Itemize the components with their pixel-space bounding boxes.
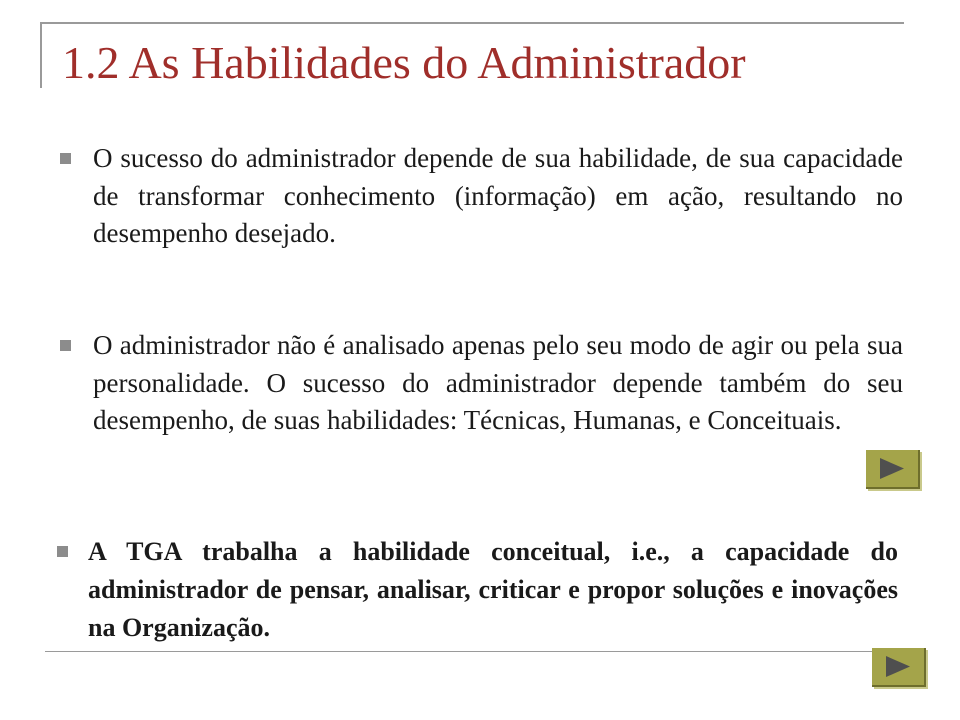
bullet-square-icon (60, 340, 71, 351)
play-next-icon (880, 458, 904, 479)
bullet-square-icon (60, 153, 71, 164)
left-rule (40, 22, 42, 88)
next-button[interactable] (866, 450, 920, 489)
slide-title: 1.2 As Habilidades do Administrador (62, 37, 746, 88)
play-next-icon (886, 656, 910, 677)
next-button[interactable] (872, 648, 926, 687)
bullet-square-icon (57, 546, 68, 557)
top-rule (40, 22, 904, 24)
paragraph-3: A TGA trabalha a habilidade conceitual, i.e., a capacidade do administrador de pensar, analisar, criticar e propor soluções e inovações na Organização. (88, 537, 898, 642)
bottom-rule (45, 651, 900, 652)
paragraph-1: O sucesso do administrador depende de sua habilidade, de sua capacidade de transformar conhecimento (informação) em ação, resultando no desempenho desejado. (93, 143, 903, 248)
paragraph-2: O administrador não é analisado apenas pelo seu modo de agir ou pela sua personalidade. O sucesso do administrador depende também do seu desempenho, de suas habilidades: Técnicas, Humanas, e Conceituais. (93, 330, 903, 435)
